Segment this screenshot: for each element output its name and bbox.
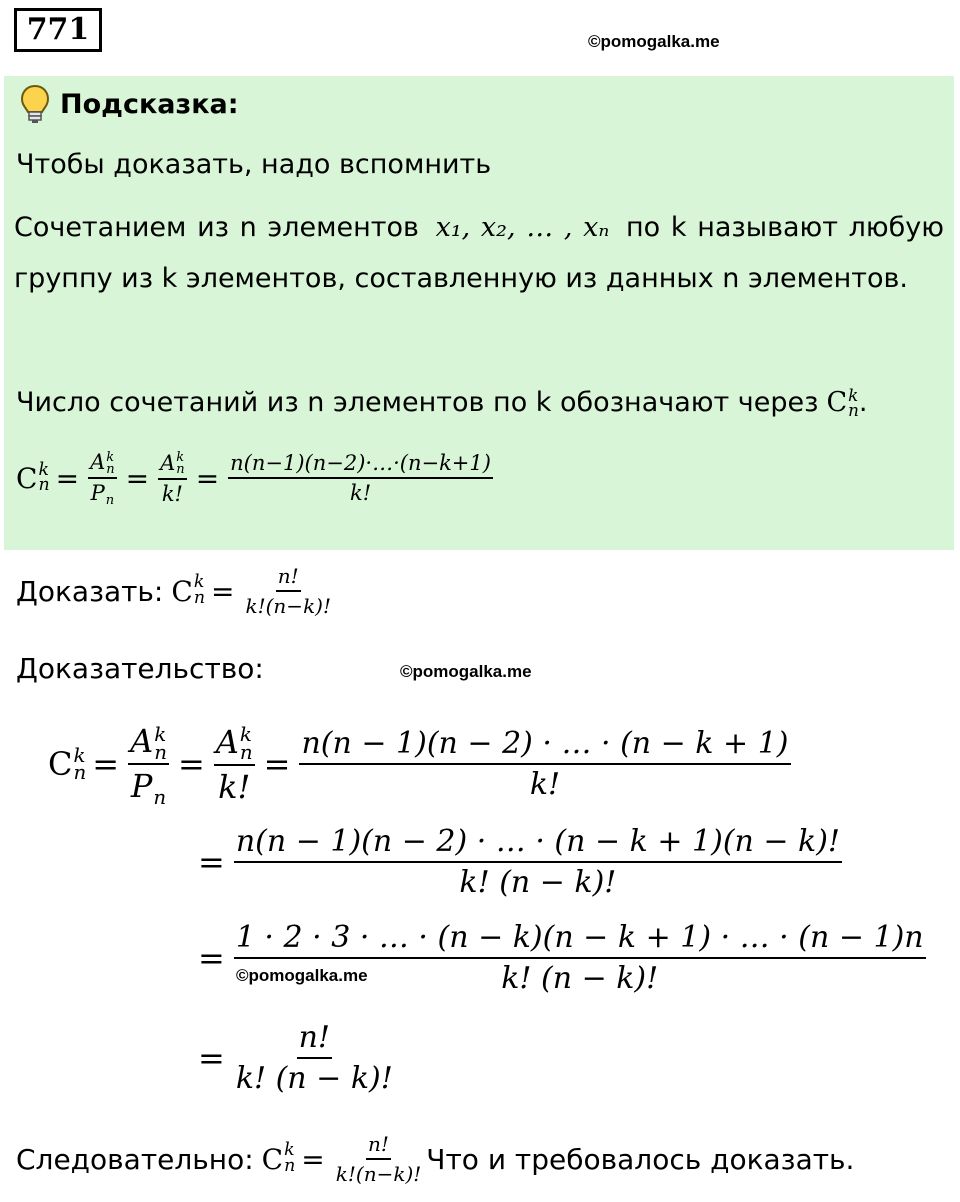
proof-frac-product: $\frac{n(n - 1)(n - 2) \cdot \dots \cdot (n - k + 1)}{k!}$ — [301, 726, 789, 803]
proof-line3-frac: $\frac{1 \cdot 2 \cdot 3 \cdot \dots \cdot (n - k)(n - k + 1) \cdot \dots \cdot (n - 1)n}{k! (n - k)!}$ — [235, 920, 924, 996]
notation-indices: k n — [848, 384, 859, 420]
definition-paragraph — [14, 202, 944, 304]
conclusion-end-text: Что и требовалось доказать. — [426, 1142, 855, 1176]
conclusion-line: Следовательно: C k n = $\frac{n!}{k!(n-k)!}$ Что и требовалось доказать. — [16, 1132, 855, 1186]
watermark-middle: ©pomogalka.me — [400, 662, 532, 681]
conclusion-label: Следовательно: — [16, 1142, 254, 1176]
proof-label: Доказательство: — [16, 652, 264, 685]
lightbulb-icon — [20, 84, 50, 124]
hint-title-text: Подсказка: — [60, 88, 239, 120]
definition-part1: Сочетанием из n элементов — [14, 212, 419, 243]
proof-line4-frac: $\frac{n!}{k! (n - k)!}$ — [235, 1020, 393, 1096]
notation-text: Число сочетаний из n элементов по k обозначают через — [16, 387, 819, 418]
proof-line2: = $\frac{n(n - 1)(n - 2) \cdot \dots \cdot (n - k + 1)(n - k)!}{k! (n - k)!}$ — [198, 824, 840, 900]
proof-frac-a-over-kfact: A k n k! — [215, 722, 253, 807]
task-number: 771 — [14, 8, 102, 52]
proof-line1: C k n = A k n P n = A k n k! = $\frac{n(n - 1)(n - 2) \cdot \dots \cdot (n - k + 1)}{k!}$ — [48, 722, 789, 809]
proof-line4: = $\frac{n!}{k! (n - k)!}$ — [198, 1020, 393, 1096]
hint-title — [20, 84, 239, 124]
proof-frac-a-over-p: A k n P n — [130, 722, 167, 809]
notation-symbol: C — [826, 387, 848, 418]
prove-label: Доказать: — [16, 574, 164, 608]
hint-line1: Чтобы доказать, надо вспомнить — [16, 149, 492, 180]
hint-frac-product: $\frac{n(n-1)(n-2)\cdot\dots\cdot(n-k+1)}{k!}$ — [230, 451, 491, 506]
notation-line — [16, 378, 868, 428]
hint-formula: C k n = A k n P n = A k n k! = $\frac{n(n-1)(n-2)\cdot\dots\cdot(n-k+1)}{k!}$ — [16, 449, 491, 508]
hint-frac-a-over-kfact: A k n k! — [160, 450, 185, 506]
hint-frac-a-over-p: A k n P n — [90, 449, 115, 508]
definition-part2: по k называют любую группу из k элементов, составленную из данных n элементов. — [14, 212, 944, 294]
prove-line: Доказать: C k n = $\frac{n!}{k!(n-k)!}$ — [16, 564, 332, 618]
watermark-bottom: ©pomogalka.me — [236, 966, 368, 985]
watermark-top: ©pomogalka.me — [588, 32, 720, 51]
notation-end: . — [858, 387, 868, 418]
definition-vars: x₁, x₂, … , xₙ — [435, 212, 610, 243]
proof-line2-frac: $\frac{n(n - 1)(n - 2) \cdot \dots \cdot (n - k + 1)(n - k)!}{k! (n - k)!}$ — [235, 824, 840, 900]
proof-line3: = $\frac{1 \cdot 2 \cdot 3 \cdot \dots \cdot (n - k)(n - k + 1) \cdot \dots \cdot (n - 1)n}{k! (n - k)!}$ — [198, 920, 924, 996]
conclusion-frac: $\frac{n!}{k!(n-k)!}$ — [335, 1132, 422, 1186]
prove-frac: $\frac{n!}{k!(n-k)!}$ — [245, 564, 332, 618]
